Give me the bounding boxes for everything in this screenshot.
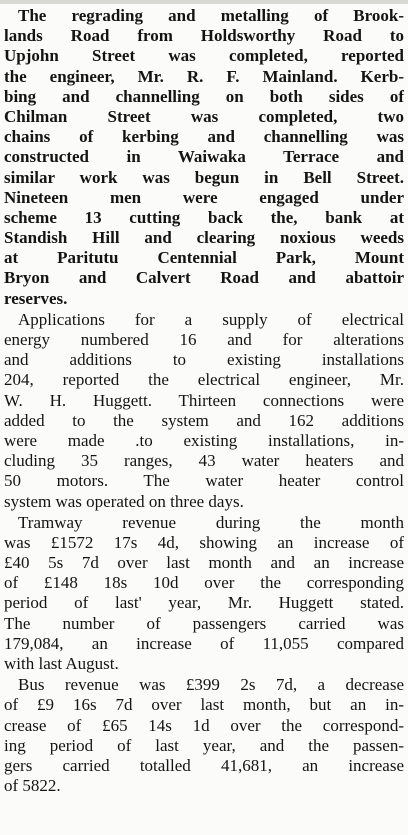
paragraph-public-works: [4, 6, 404, 309]
text-line: £40 5s 7d over last month and an increase: [4, 553, 404, 573]
text-line: period of last' year, Mr. Huggett stated.: [4, 593, 404, 613]
text-line: of £148 18s 10d over the corresponding: [4, 573, 404, 593]
paragraph-tramway: [4, 513, 404, 675]
text-line: Upjohn Street was completed, reported: [4, 46, 404, 66]
text-line: cluding 35 ranges, 43 water heaters and: [4, 451, 404, 471]
text-line: Bus revenue was £399 2s 7d, a decrease: [18, 675, 404, 695]
text-line: gers carried totalled 41,681, an increase: [4, 755, 404, 775]
text-line: 179,084, an increase of 11,055 compared: [4, 633, 404, 653]
text-line: The number of passengers carried was: [4, 613, 404, 633]
text-line: were made .to existing installations, in-: [4, 430, 404, 450]
paragraph-electrical: [4, 310, 404, 512]
article-column: [4, 6, 404, 796]
text-line: W. H. Huggett. Thirteen connections were: [4, 390, 404, 410]
text-line: Standish Hill and clearing noxious weeds: [4, 228, 404, 248]
text-line: lands Road from Holdsworthy Road to: [4, 26, 404, 46]
text-line: constructed in Waiwaka Terrace and: [4, 147, 404, 167]
text-line: system was operated on three days.: [4, 491, 244, 511]
paragraph-bus: [4, 675, 404, 796]
text-line: chains of kerbing and channelling was: [4, 127, 404, 147]
text-line: at Paritutu Centennial Park, Mount: [4, 248, 404, 268]
text-line: scheme 13 cutting back the, bank at: [4, 207, 404, 227]
text-line: Chilman Street was completed, two: [4, 106, 404, 126]
text-line: The regrading and metalling of Brook-: [18, 6, 404, 25]
text-line: crease of £65 14s 1d over the correspond-: [4, 715, 404, 735]
text-line: reserves.: [4, 288, 68, 308]
text-line: of 5822.: [4, 776, 61, 796]
text-line: ing period of last year, and the passen-: [4, 735, 404, 755]
text-line: with last August.: [4, 654, 119, 673]
text-line: 50 motors. The water heater control: [4, 471, 404, 491]
text-line: energy numbered 16 and for alterations: [4, 330, 404, 349]
text-line: bing and channelling on both sides of: [4, 86, 404, 106]
text-line: Bryon and Calvert Road and abattoir: [4, 268, 404, 288]
text-line: the engineer, Mr. R. F. Mainland. Kerb-: [4, 66, 404, 86]
text-line: was £1572 17s 4d, showing an increase of: [4, 532, 404, 552]
text-line: 204, reported the electrical engineer, Mr.: [4, 370, 404, 390]
text-line: Tramway revenue during the month: [18, 512, 404, 532]
text-line: Nineteen men were engaged under: [4, 187, 404, 207]
text-line: and additions to existing installations: [4, 350, 404, 370]
text-line: similar work was begun in Bell Street.: [4, 167, 404, 187]
text-line: of £9 16s 7d over last month, but an in-: [4, 695, 404, 715]
text-line: added to the system and 162 additions: [4, 410, 404, 430]
text-line: Applications for a supply of electrical: [18, 309, 404, 329]
clipping-top-edge: [0, 0, 408, 4]
